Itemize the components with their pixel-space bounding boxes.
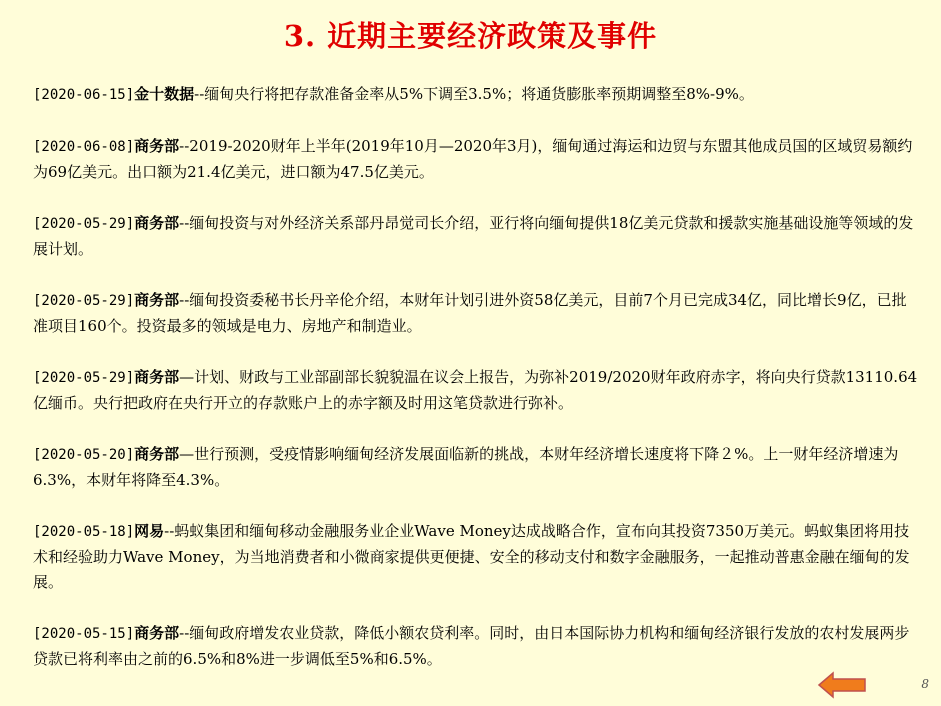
- news-date: [2020-05-18]: [33, 524, 135, 540]
- news-text: --缅甸投资委秘书长丹辛伦介绍，本财年计划引进外资58亿美元，目前7个月已完成34亿，同比增长9亿，已批准项目160个。投资最多的领域是电力、房地产和制造业。: [33, 291, 907, 335]
- news-source: 商务部: [134, 368, 180, 386]
- news-item: [33, 134, 919, 185]
- news-source: 商务部: [134, 445, 180, 463]
- page-number: 8: [921, 677, 929, 691]
- news-source: 商务部: [134, 137, 180, 155]
- news-date: [2020-05-15]: [33, 626, 135, 642]
- news-list: [33, 82, 919, 698]
- news-source: 金十数据: [134, 85, 195, 103]
- news-date: [2020-06-08]: [33, 139, 135, 155]
- news-source: 商务部: [134, 214, 180, 232]
- news-source: 商务部: [134, 291, 180, 309]
- news-text: --蚂蚁集团和缅甸移动金融服务业企业Wave Money达成战略合作，宣布向其投资7350万美元。蚂蚁集团将用技术和经验助力Wave Money，为当地消费者和小微商家提供更便捷、安全的移动支付和数字金融服务，一起推动普惠金融在缅甸的发展。: [33, 522, 910, 591]
- news-item: [33, 442, 919, 493]
- page-title: 3. 近期主要经济政策及事件: [283, 19, 658, 53]
- news-date: [2020-05-29]: [33, 216, 135, 232]
- news-item: [33, 82, 919, 108]
- news-item: [33, 365, 919, 416]
- left-arrow-icon[interactable]: [817, 671, 867, 699]
- news-item: [33, 621, 919, 672]
- news-date: [2020-05-20]: [33, 447, 135, 463]
- news-item: [33, 288, 919, 339]
- news-text: --2019-2020财年上半年(2019年10月—2020年3月)，缅甸通过海运和边贸与东盟其他成员国的区域贸易额约为69亿美元。出口额为21.4亿美元，进口额为47.5亿美元。: [33, 137, 913, 181]
- news-text: --缅甸央行将把存款准备金率从5%下调至3.5%；将通货膨胀率预期调整至8%-9%。: [194, 85, 754, 103]
- news-source: 网易: [134, 522, 165, 540]
- news-item: [33, 211, 919, 262]
- news-text: --缅甸投资与对外经济关系部丹昂觉司长介绍，亚行将向缅甸提供18亿美元贷款和援款实施基础设施等领域的发展计划。: [33, 214, 914, 258]
- news-text: --缅甸政府增发农业贷款，降低小额农贷利率。同时，由日本国际协力机构和缅甸经济银行发放的农村发展两步贷款已将利率由之前的6.5%和8%进一步调低至5%和6.5%。: [33, 624, 910, 668]
- news-source: 商务部: [134, 624, 180, 642]
- news-text: —计划、财政与工业部副部长貌貌温在议会上报告，为弥补2019/2020财年政府赤字，将向央行贷款13110.64亿缅币。央行把政府在央行开立的存款账户上的赤字额及时用这笔贷款进行弥补。: [33, 368, 918, 412]
- news-date: [2020-05-29]: [33, 370, 135, 386]
- news-date: [2020-05-29]: [33, 293, 135, 309]
- back-button[interactable]: [817, 671, 867, 699]
- news-item: [33, 519, 919, 595]
- news-text: —世行预测，受疫情影响缅甸经济发展面临新的挑战，本财年经济增长速度将下降２%。上一财年经济增速为6.3%，本财年将降至4.3%。: [33, 445, 899, 489]
- news-date: [2020-06-15]: [33, 87, 135, 103]
